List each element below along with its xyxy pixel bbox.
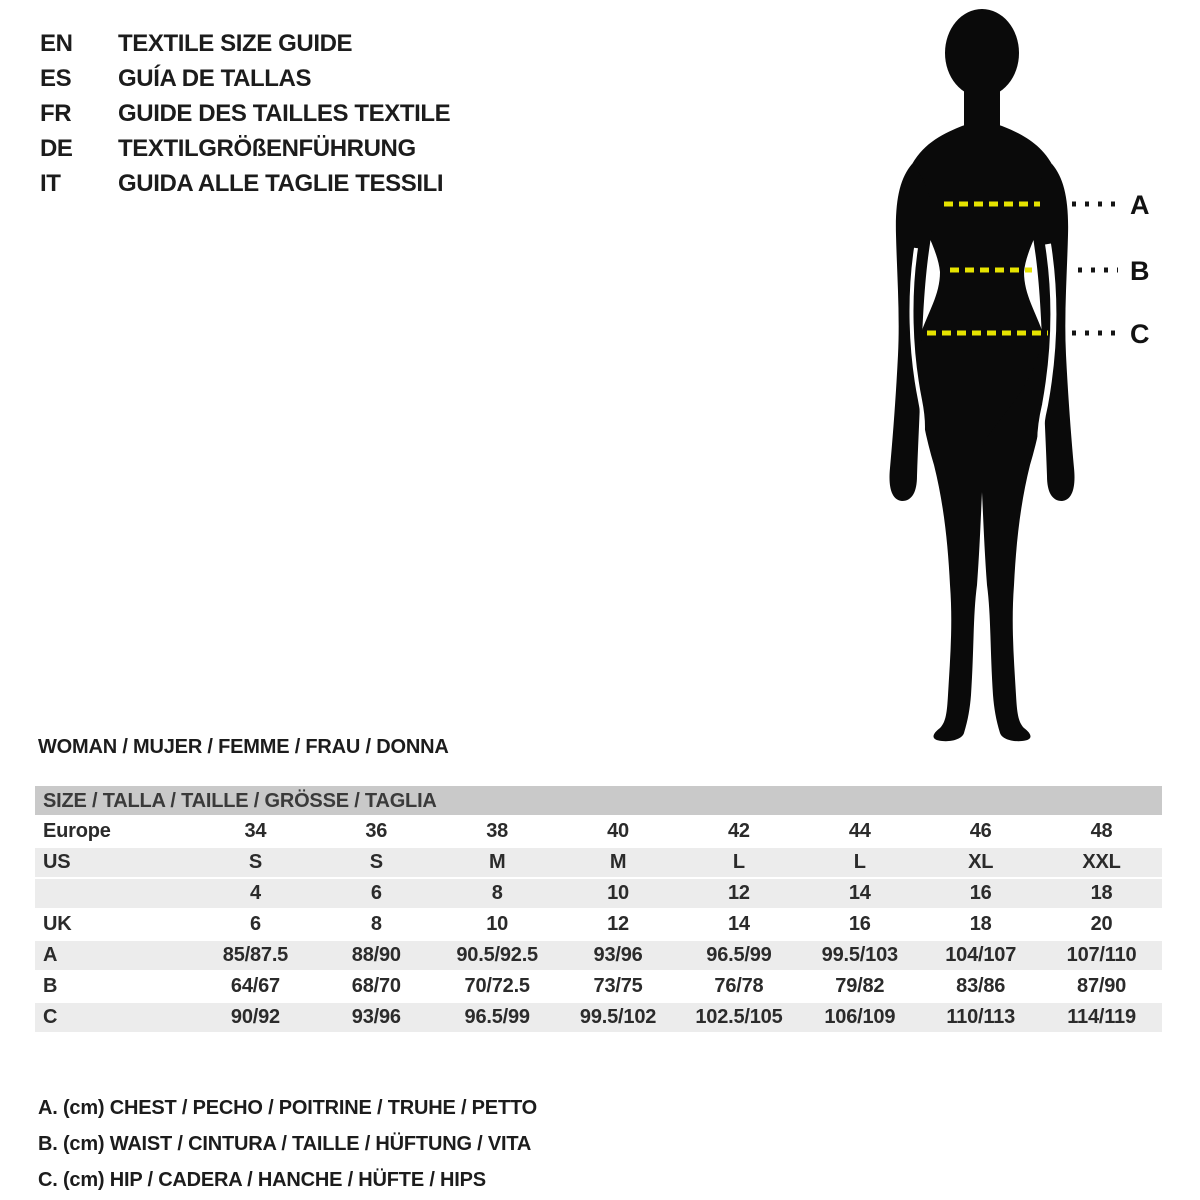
language-code: FR <box>40 99 72 127</box>
cell: 8 <box>491 882 503 904</box>
cell: 14 <box>728 913 750 935</box>
cell: 20 <box>1090 913 1113 935</box>
cell: 14 <box>848 882 871 904</box>
language-code: EN <box>40 29 73 57</box>
cell: 16 <box>969 882 992 904</box>
legend-line-chest: A. (cm) CHEST / PECHO / POITRINE / TRUHE / PETTO <box>38 1097 537 1119</box>
table-row-europe <box>35 817 1162 848</box>
row-label: B <box>43 975 58 997</box>
language-title: GUIDA ALLE TAGLIE TESSILI <box>118 169 444 197</box>
cell: 6 <box>249 913 261 935</box>
measure-label-a: A <box>1130 190 1150 220</box>
cell: 12 <box>607 913 629 935</box>
section-heading-woman: WOMAN / MUJER / FEMME / FRAU / DONNA <box>38 736 449 758</box>
language-row <box>40 96 450 131</box>
cell: 4 <box>249 882 261 904</box>
language-row <box>40 131 450 166</box>
cell: 102.5/105 <box>695 1006 783 1028</box>
cell: 90/92 <box>230 1006 280 1028</box>
cell: 85/87.5 <box>222 944 289 966</box>
measurement-legend <box>38 1090 537 1198</box>
measure-label-b: B <box>1130 256 1150 286</box>
language-title-list <box>40 26 450 201</box>
language-code: IT <box>40 169 61 197</box>
cell: 88/90 <box>351 944 401 966</box>
cell: 10 <box>607 882 629 904</box>
cell: 16 <box>848 913 871 935</box>
cell: 83/86 <box>956 975 1006 997</box>
cell: L <box>853 851 866 873</box>
cell: 79/82 <box>835 975 885 997</box>
cell: 104/107 <box>945 944 1017 966</box>
cell: 8 <box>370 913 382 935</box>
language-title: GUÍA DE TALLAS <box>118 64 312 92</box>
table-row-uk <box>35 910 1162 941</box>
cell: 114/119 <box>1067 1006 1136 1028</box>
cell: 38 <box>486 820 509 842</box>
language-code: ES <box>40 64 72 92</box>
cell: 110/113 <box>946 1006 1016 1028</box>
cell: 34 <box>244 820 267 842</box>
table-row-us-letter <box>35 848 1162 879</box>
cell: 46 <box>969 820 992 842</box>
row-label: C <box>43 1006 58 1028</box>
row-label: US <box>43 851 71 873</box>
cell: XXL <box>1082 851 1121 873</box>
table-row-us-numeric <box>35 879 1162 910</box>
cell: L <box>732 851 745 873</box>
language-row <box>40 166 450 201</box>
language-title: TEXTILE SIZE GUIDE <box>118 29 353 57</box>
table-row-waist-b <box>35 972 1162 1003</box>
row-label: UK <box>43 913 72 935</box>
table-row-chest-a <box>35 941 1162 972</box>
cell: 40 <box>607 820 629 842</box>
cell: 99.5/102 <box>579 1006 657 1028</box>
cell: S <box>369 851 383 873</box>
language-title: GUIDE DES TAILLES TEXTILE <box>118 99 451 127</box>
cell: 42 <box>728 820 750 842</box>
cell: 96.5/99 <box>706 944 772 966</box>
table-row-hip-c <box>35 1003 1162 1034</box>
cell: 44 <box>848 820 871 842</box>
cell: 99.5/103 <box>821 944 898 966</box>
measurement-figure <box>850 0 1200 750</box>
size-table <box>35 786 1162 1034</box>
cell: 93/96 <box>351 1006 401 1028</box>
cell: 10 <box>486 913 509 935</box>
language-row <box>40 61 450 96</box>
cell: 106/109 <box>824 1006 896 1028</box>
language-row <box>40 26 450 61</box>
cell: 48 <box>1090 820 1113 842</box>
cell: 107/110 <box>1066 944 1137 966</box>
cell: M <box>488 851 506 873</box>
row-label <box>35 879 195 908</box>
cell: 18 <box>969 913 992 935</box>
cell: M <box>609 851 627 873</box>
cell: 6 <box>370 882 382 904</box>
measure-label-c: C <box>1130 319 1150 349</box>
legend-line-hip: C. (cm) HIP / CADERA / HANCHE / HÜFTE / HIPS <box>38 1169 486 1191</box>
woman-silhouette <box>850 0 1200 750</box>
cell: 68/70 <box>351 975 401 997</box>
cell: 87/90 <box>1077 975 1127 997</box>
legend-line-waist: B. (cm) WAIST / CINTURA / TAILLE / HÜFTUNG / VITA <box>38 1133 532 1155</box>
language-title: TEXTILGRÖßENFÜHRUNG <box>118 134 416 162</box>
cell: 70/72.5 <box>464 975 530 997</box>
cell: 90.5/92.5 <box>456 944 538 966</box>
cell: 12 <box>728 882 750 904</box>
cell: 76/78 <box>714 975 764 997</box>
cell: 64/67 <box>230 975 280 997</box>
cell: 18 <box>1090 882 1113 904</box>
cell: S <box>248 851 262 873</box>
cell: 96.5/99 <box>464 1006 530 1028</box>
cell: 73/75 <box>593 975 643 997</box>
row-label: Europe <box>43 820 111 842</box>
row-label: A <box>43 944 58 966</box>
cell: 36 <box>365 820 388 842</box>
cell: 93/96 <box>593 944 643 966</box>
cell: XL <box>968 851 994 873</box>
size-table-header: SIZE / TALLA / TAILLE / GRÖSSE / TAGLIA <box>35 786 1162 817</box>
language-code: DE <box>40 134 73 162</box>
